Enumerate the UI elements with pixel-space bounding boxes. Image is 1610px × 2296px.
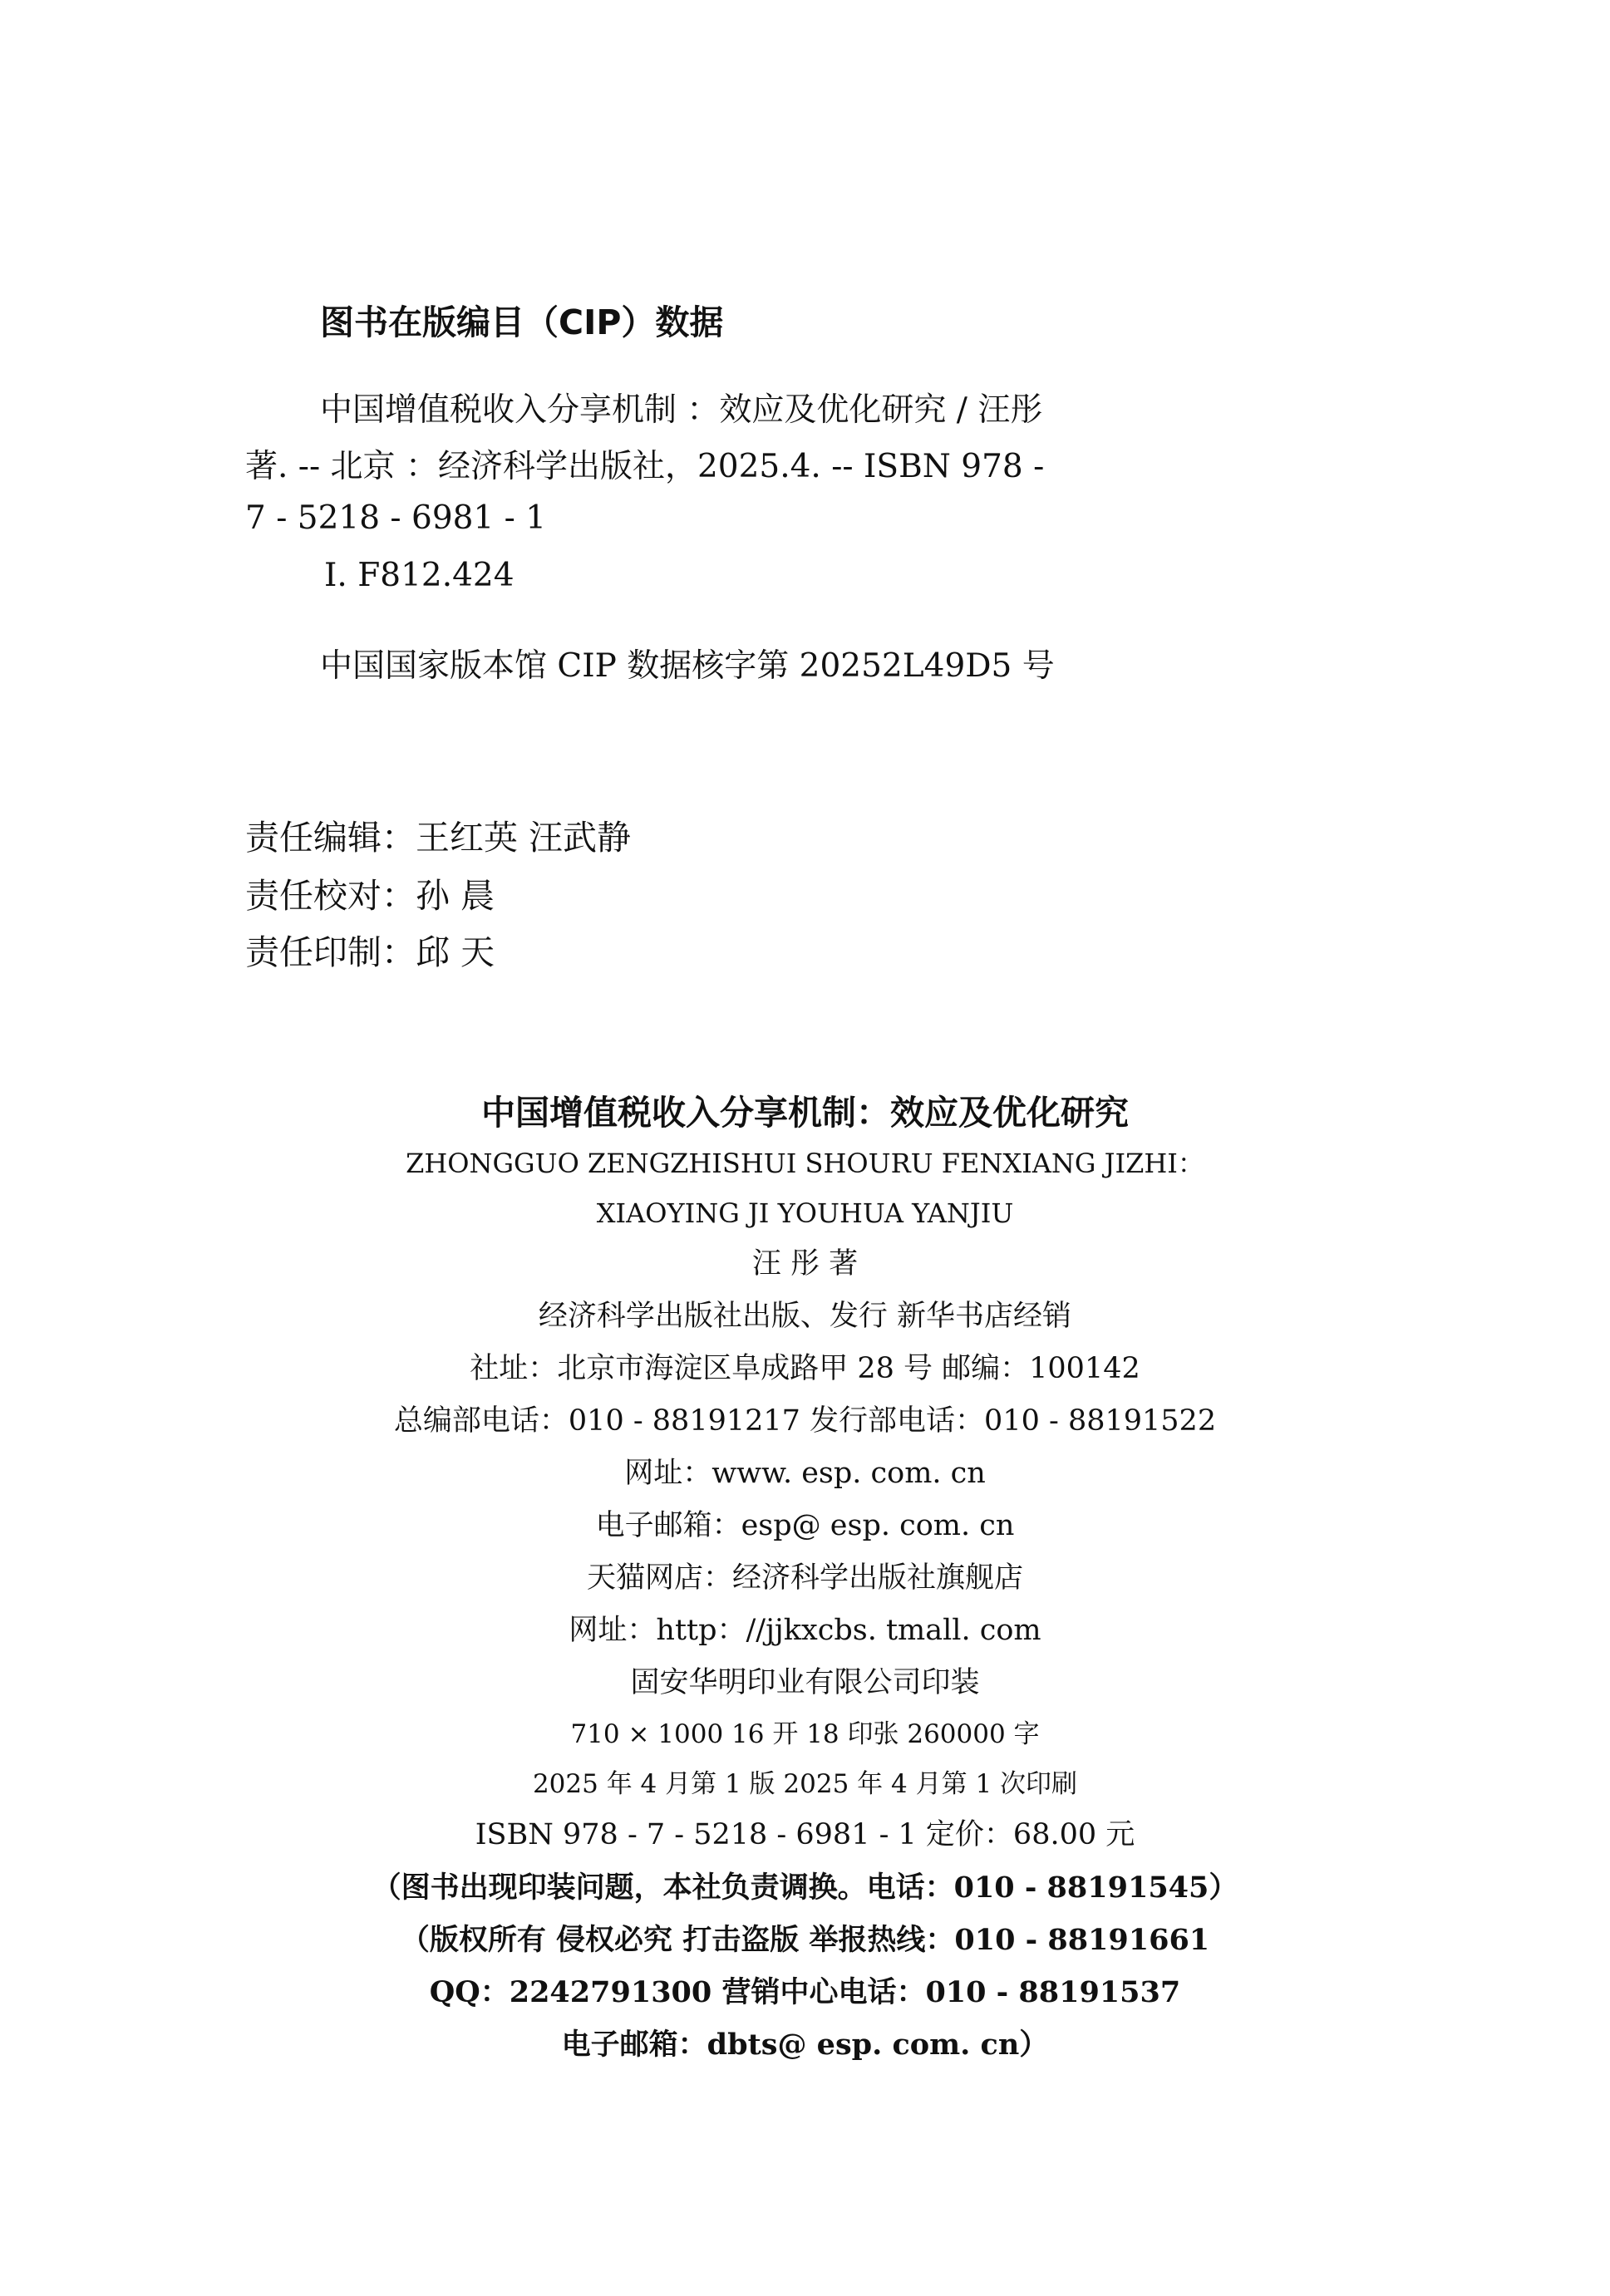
pinyin-title-1: ZHONGGUO ZENGZHISHUI SHOURU FENXIANG JIZHI： <box>406 1148 1204 1179</box>
notice-line-4: 电子邮箱：dbts@ esp. com. cn） <box>561 2028 1049 2062</box>
notice-line-3: QQ：2242791300 营销中心电话：010 - 88191537 <box>429 1975 1181 2009</box>
cip-heading: 图书在版编目（CIP）数据 <box>320 302 724 342</box>
phone-line: 总编部电话：010 - 88191217 发行部电话：010 - 88191522 <box>393 1404 1217 1438</box>
cip-record-number: 中国国家版本馆 CIP 数据核字第 20252L49D5 号 <box>320 647 1055 685</box>
cip-entry-line-1: 中国增值税收入分享机制 ：效应及优化研究 / 汪彤 <box>320 391 1043 429</box>
isbn-price-line: ISBN 978 - 7 - 5218 - 6981 - 1 定价：68.00 元 <box>475 1818 1135 1851</box>
pinyin-title-2: XIAOYING JI YOUHUA YANJIU <box>596 1197 1014 1229</box>
cip-classification: Ⅰ. F812.424 <box>324 557 515 594</box>
responsible-proofreader: 责任校对：孙 晨 <box>245 876 495 916</box>
book-title: 中国增值税收入分享机制：效应及优化研究 <box>481 1093 1129 1133</box>
responsible-printing: 责任印制：邱 天 <box>245 932 495 972</box>
cip-entry-line-2: 著. -- 北京 ：经济科学出版社，2025.4. -- ISBN 978 - <box>245 448 1045 485</box>
notice-line-1: （图书出现印装问题，本社负责调换。电话：010 - 88191545） <box>372 1871 1238 1905</box>
edition-line: 2025 年 4 月第 1 版 2025 年 4 月第 1 次印刷 <box>532 1769 1078 1799</box>
printer-line: 固安华明印业有限公司印装 <box>630 1666 980 1699</box>
format-line: 710 × 1000 16 开 18 印张 260000 字 <box>570 1719 1040 1749</box>
tmall-store-line: 天猫网店：经济科学出版社旗舰店 <box>586 1561 1023 1595</box>
address-line: 社址：北京市海淀区阜成路甲 28 号 邮编：100142 <box>470 1352 1140 1385</box>
tmall-url-line: 网址：http：//jjkxcbs. tmall. com <box>569 1614 1041 1647</box>
author-line: 汪 彤 著 <box>751 1247 859 1281</box>
cip-entry-line-3: 7 - 5218 - 6981 - 1 <box>245 499 547 537</box>
responsible-editor: 责任编辑：王红英 汪武静 <box>245 818 632 858</box>
website-line: 网址：www. esp. com. cn <box>624 1457 986 1490</box>
publisher-line: 经济科学出版社出版、发行 新华书店经销 <box>538 1300 1072 1333</box>
colophon <box>0 1087 1610 2071</box>
email-line: 电子邮箱：esp@ esp. com. cn <box>595 1509 1015 1542</box>
notice-line-2: （版权所有 侵权必究 打击盗版 举报热线：010 - 88191661 <box>400 1923 1210 1957</box>
